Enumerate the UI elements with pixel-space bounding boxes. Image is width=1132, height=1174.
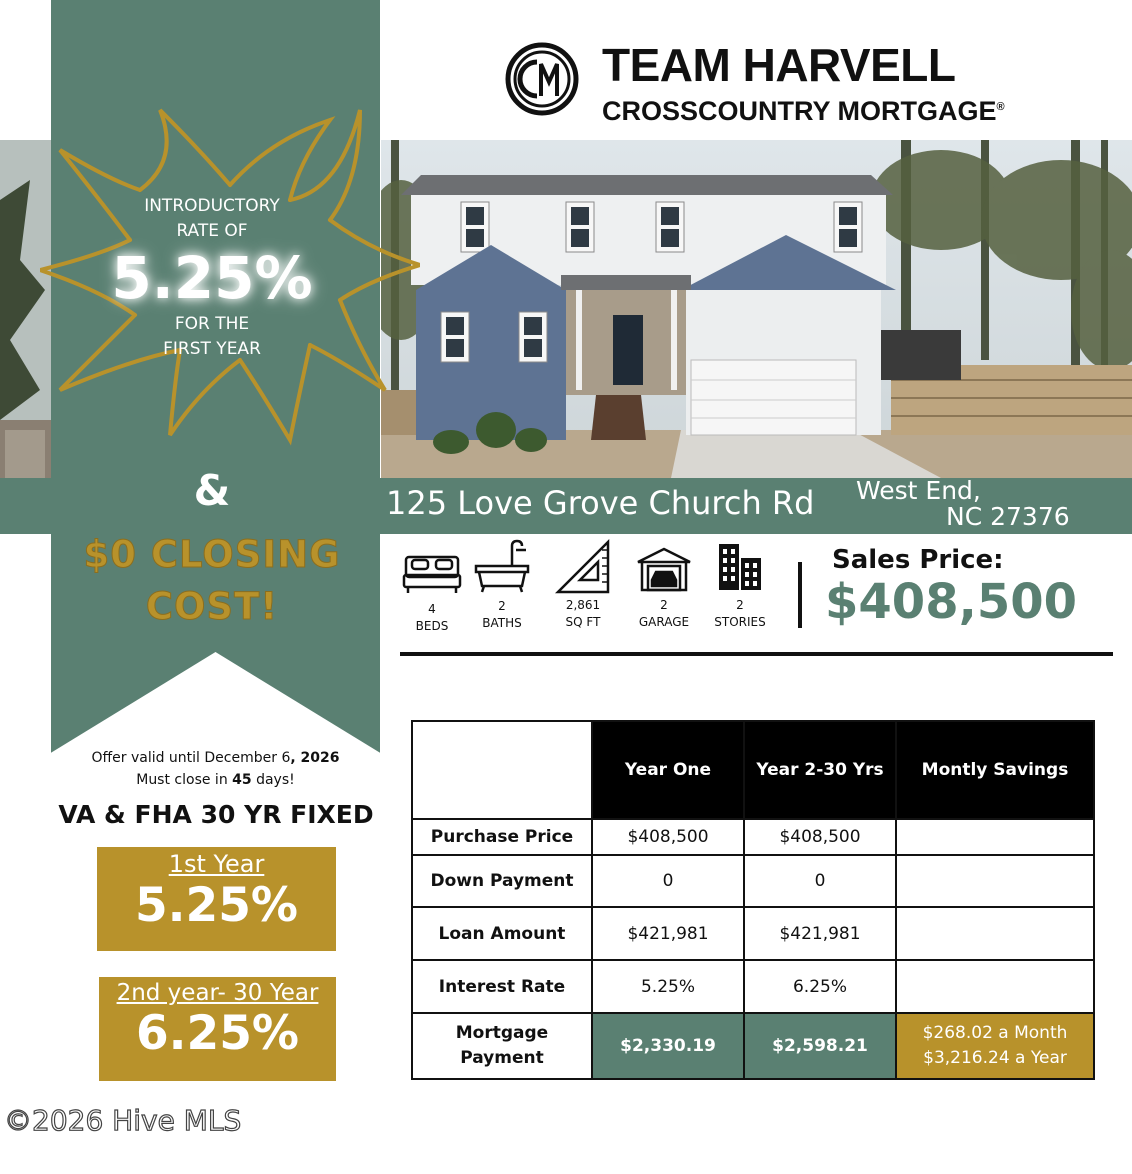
- baths-label: BATHS: [482, 616, 522, 630]
- offer-line-1: [51, 750, 380, 766]
- table-header-year-2-30: Year 2-30 Yrs: [744, 721, 896, 819]
- bed-icon: [402, 545, 462, 597]
- brand-company: [602, 92, 1005, 126]
- stories-label: STORIES: [714, 615, 766, 629]
- closing-cost-line-2: COST!: [145, 585, 279, 628]
- cell-purchase-price-y1: $408,500: [592, 819, 744, 855]
- cell-down-payment-savings: [896, 855, 1094, 907]
- row-label-interest-rate: Interest Rate: [412, 960, 592, 1013]
- rate-box-year-1: [97, 847, 336, 951]
- beds-value: 4: [428, 602, 436, 616]
- bathtub-icon: [472, 538, 532, 596]
- cell-interest-rate-y1: 5.25%: [592, 960, 744, 1013]
- sqft-value: 2,861: [565, 598, 601, 612]
- table-header-savings: Montly Savings: [896, 721, 1094, 819]
- feature-garage: [632, 546, 696, 631]
- for-line-1: FOR THE: [174, 314, 250, 334]
- feature-beds: [400, 545, 464, 635]
- building-icon: [717, 542, 763, 592]
- beds-label: BEDS: [415, 619, 449, 633]
- brand-logo-mark: [505, 42, 579, 116]
- offer-year: , 2026: [290, 750, 340, 766]
- savings-yearly: $3,216.24 a Year: [923, 1048, 1067, 1068]
- ruler-triangle-icon: [552, 536, 614, 596]
- cell-purchase-price-savings: [896, 819, 1094, 855]
- stories-value: 2: [736, 598, 744, 612]
- mortgage-payment-line-2: Payment: [460, 1048, 544, 1068]
- intro-line-1: INTRODUCTORY: [144, 196, 280, 216]
- garage-label: GARAGE: [638, 615, 690, 629]
- rate-box-year-2-30-label: 2nd year- 30 Year: [116, 980, 319, 1006]
- table-row-payment: [412, 1013, 1094, 1079]
- cell-interest-rate-savings: [896, 960, 1094, 1013]
- cell-down-payment-y2: 0: [744, 855, 896, 907]
- table-row: [412, 819, 1094, 855]
- row-label-purchase-price: Purchase Price: [412, 819, 592, 855]
- feature-sqft: [550, 536, 616, 631]
- cell-loan-amount-y1: $421,981: [592, 907, 744, 960]
- mortgage-payment-line-1: Mortgage: [455, 1023, 549, 1043]
- brand-name: TEAM HARVELL: [602, 39, 956, 91]
- table-header-row: [412, 721, 1094, 819]
- row-label-mortgage-payment: [412, 1013, 592, 1079]
- address-state-zip: NC 27376: [946, 502, 1070, 531]
- cell-down-payment-y1: 0: [592, 855, 744, 907]
- offer-close-suffix: days!: [251, 772, 295, 788]
- table-header-year-one: Year One: [592, 721, 744, 819]
- rate-box-year-1-rate: 5.25%: [134, 878, 299, 933]
- brand-company-text: CROSSCOUNTRY MORTGAGE: [602, 96, 997, 126]
- row-label-down-payment: Down Payment: [412, 855, 592, 907]
- cell-payment-y1: $2,330.19: [592, 1013, 744, 1079]
- intro-line-2: RATE OF: [176, 221, 248, 241]
- offer-date: Offer valid until December 6: [91, 750, 291, 766]
- offer-line-2: [51, 772, 380, 788]
- closing-cost-line-1: $0 CLOSING: [83, 533, 341, 576]
- house-photo: [381, 140, 1132, 478]
- cell-interest-rate-y2: 6.25%: [744, 960, 896, 1013]
- sales-price-label: Sales Price:: [832, 545, 1004, 575]
- price-divider: [798, 562, 802, 628]
- offer-close-prefix: Must close in: [136, 772, 233, 788]
- copyright-watermark: ©2026 Hive MLS: [4, 1104, 242, 1137]
- cell-payment-y2: $2,598.21: [744, 1013, 896, 1079]
- address-street: 125 Love Grove Church Rd: [386, 484, 815, 522]
- sqft-label: SQ FT: [565, 615, 601, 629]
- intro-rate: 5.25%: [111, 244, 313, 312]
- loan-type: VA & FHA 30 YR FIXED: [58, 800, 374, 829]
- address-city: West End,: [856, 476, 981, 505]
- offer-days: 45: [232, 772, 252, 788]
- garage-value: 2: [660, 598, 668, 612]
- for-line-2: FIRST YEAR: [163, 339, 261, 359]
- row-label-loan-amount: Loan Amount: [412, 907, 592, 960]
- section-rule: [400, 652, 1113, 656]
- cell-purchase-price-y2: $408,500: [744, 819, 896, 855]
- savings-monthly: $268.02 a Month: [922, 1023, 1068, 1043]
- rate-box-year-2-30-rate: 6.25%: [135, 1006, 300, 1061]
- table-row: [412, 855, 1094, 907]
- ampersand: &: [193, 466, 231, 515]
- table-row: [412, 960, 1094, 1013]
- rate-box-year-1-label: 1st Year: [168, 850, 265, 878]
- baths-value: 2: [498, 599, 506, 613]
- cell-loan-amount-y2: $421,981: [744, 907, 896, 960]
- cell-loan-amount-savings: [896, 907, 1094, 960]
- feature-stories: [708, 542, 772, 631]
- loan-comparison-table: [411, 720, 1095, 1080]
- garage-icon: [636, 546, 692, 592]
- table-header-blank: [412, 721, 592, 819]
- cell-payment-savings: [896, 1013, 1094, 1079]
- feature-baths: [470, 538, 534, 632]
- registered-mark: ®: [996, 101, 1005, 113]
- table-row: [412, 907, 1094, 960]
- sales-price-value: $408,500: [825, 574, 1078, 630]
- rate-box-year-2-30: [99, 977, 336, 1081]
